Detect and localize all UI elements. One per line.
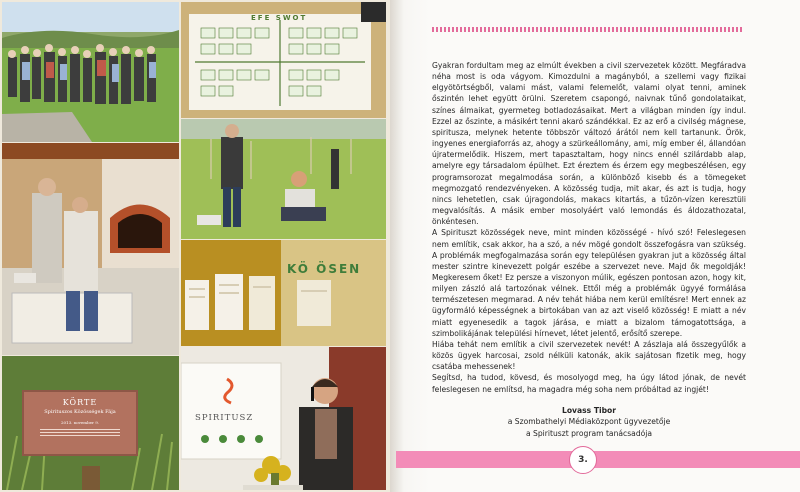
left-page-photo-collage bbox=[0, 0, 390, 492]
author-role: a Spirituszt program tanácsadója bbox=[525, 428, 653, 438]
korte-sign-text-lines bbox=[40, 429, 120, 437]
kitchen-photo bbox=[2, 143, 179, 355]
article-body bbox=[432, 60, 746, 395]
posters-photo bbox=[181, 240, 386, 346]
planning-board-photo bbox=[181, 2, 386, 118]
footer-bar bbox=[396, 451, 800, 468]
article-paragraph: Hiába tehát nem említik a civil szervezetek nevét! A zászlaja alá összegyűlők a közös ügyek harcosai, zsold nélküli katonák, akik sajátosan fizetik meg, hogy csatába mehessenek! bbox=[432, 339, 746, 372]
korte-sign-date: 2013. november 9. bbox=[60, 420, 100, 425]
signature-block bbox=[432, 405, 746, 439]
tree-planting-photo bbox=[181, 119, 386, 239]
speaker-photo bbox=[181, 347, 386, 490]
sign-board-photo bbox=[2, 356, 179, 490]
author-name: Lovass Tibor bbox=[562, 406, 616, 415]
top-decorative-strip bbox=[432, 27, 744, 32]
group-photo bbox=[2, 2, 179, 142]
korte-sign-subtitle: Spirituszos Közösségek Fája bbox=[44, 409, 116, 415]
article-paragraph: Gyakran fordultam meg az elmúlt években a civil szervezetek között. Megfáradva néha most is oda vágyom. Kimozdulni a magányból, a szellemi vagy fizikai elgyötörtségből, valami mást, valami felemelőt, valami olyat tenni, aminek őszintén lehet együtt örülni. Szeretem csapongó, naivnak tűnő gondolataikat, színes álmaikat, gyermeteg botladozásaikat. Mert a világban minden így indul. Ezzel az őszinte, a másikért tenni akaró szándékkal. Ez az erő a civilség mágnese, spiritusza, melynek hetente többször változó árától nem kell tartanunk. Örök, ingyenes energiaforrás az, ahogy a szürkeállomány, ami, míg ember él, állandóan újratermelődik. Hiszem, mert tapasztaltam, hogy nincs ennél szilárdabb alap, amelyre egy társadalom épülhet. Ezt éreztem és érzem egy megbeszélésen, egy programsorozat megalmodása során, a különböző kisebb és a tömegeket megmozgató rendezvényeken. A közösség tudja, mit akar, és azt is tudja, hogy nincs lehetetlen, csak újragondolás, makacs kitartás, a tűzön-vízen keresztüli megvalósítás. A másik ember mosolyáért való lemondás és áldozathozatal, önkéntesen. bbox=[432, 61, 746, 227]
spiritusz-banner-brand: SPIRITUSZ bbox=[195, 413, 254, 423]
article-paragraph: Segítsd, ha tudod, kövesd, és mosolyogd meg, ha úgy látod jónak, de nevét feleslegesen ne említsd, ha magadra még soha nem próbáltad az ingjét! bbox=[432, 373, 746, 394]
author-role: a Szombathelyi Médiaközpont ügyvezetője bbox=[507, 417, 671, 427]
wall-letters: KÖ ÖSEN bbox=[287, 262, 362, 276]
board-heading: EFE SWOT bbox=[251, 14, 308, 22]
article-paragraph: A Spirituszt közösségek neve, mint minden közösségé - hívó szó! Feleslegesen nem említik, csak akkor, ha a szó, a név mögé gondolt összefogásra van szükség. A problémák megfogalmazása során egy településen gyakran jut a közösség által mester szintre kinevezett polgár eszébe a szervezet neve. Majd ők megoldják! Megkeresem őket! Ez persze a viszonyon múlik, egészen pontosan azon, hogy kit, milyen zászló alá tartozónak vélnek. Ettől még a problémák ügyyé formálása természetesen megmarad. A név tehát hiába nem kerül említésre! Mert ennek az ügyformáló képességnek a birtokában van az azt viselő közösség! E miatt a név miatt egyenesedik a tagok járása, e miatt a bizalom támogatottsága, a szimbolikájának települési hírnevet, létet jelentő, erősítő szerepe. bbox=[432, 228, 746, 338]
korte-sign-title: KÖRTE bbox=[62, 398, 98, 407]
page-number: 3. bbox=[569, 446, 597, 474]
korte-sign bbox=[22, 390, 138, 456]
